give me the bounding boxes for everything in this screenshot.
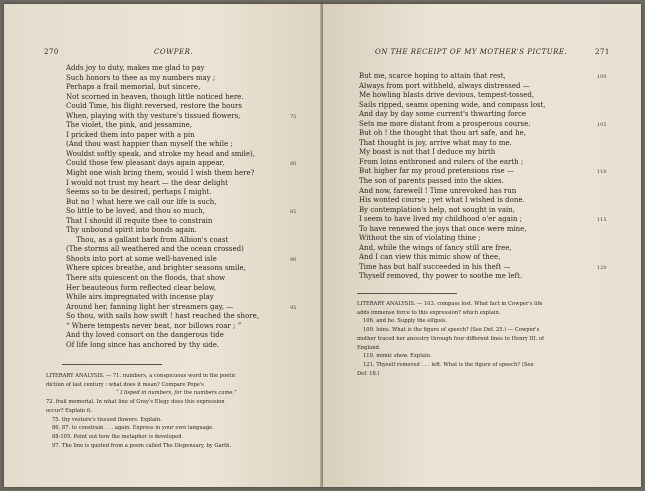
poem-line-text: Adds joy to duty, makes me glad to pay: [66, 64, 205, 72]
left-page: [4, 4, 322, 487]
poem-line: [359, 253, 619, 263]
poem-line-text: There sits quiescent on the floods, that show: [66, 274, 226, 283]
poem-line: [359, 196, 619, 206]
poem-line: [359, 110, 619, 120]
poem-line-text: That I should ill requite thee to constrain: [66, 216, 213, 225]
poem-line: [359, 120, 619, 130]
poem-line-text: Such honors to thee as my numbers may ;: [66, 73, 216, 82]
poem-line-text: I pricked them into paper with a pin: [66, 130, 195, 139]
poem-line-text: Thy unbound spirit into bonds again.: [66, 226, 198, 235]
poem-line-text: Her beauteous form reflected clear below,: [66, 283, 217, 292]
right-page: [323, 4, 641, 487]
poem-line: [359, 91, 619, 101]
note-line: mother traced her ancestry through four different lines to Henry III. of: [357, 335, 544, 342]
right-divider: [357, 293, 457, 294]
poem-line-text: Sails ripped, seams opening wide, and compass lost,: [359, 100, 546, 109]
line-number: 75: [290, 113, 297, 120]
line-number: 85: [290, 209, 297, 216]
note-line: 72. frail memorial. In what line of Gray's Elegy does this expression: [46, 399, 225, 406]
poem-line: [359, 82, 619, 92]
poem-line-text: Always from port withheld, always distressed —: [359, 81, 530, 90]
poem-line: [66, 150, 316, 160]
poem-line: [359, 139, 619, 149]
poem-line: [66, 112, 316, 122]
poem-line-text: But me, scarce hoping to attain that rest,: [359, 72, 506, 80]
poem-line: [359, 234, 619, 244]
poem-line-text: (And thou wast happier than myself the while ;: [66, 140, 233, 149]
right-running-title: ON THE RECEIPT OF MY MOTHER'S PICTURE.: [375, 48, 568, 56]
poem-line: [66, 312, 316, 322]
poem-line: [66, 207, 316, 217]
note-line: Def. 18.): [357, 370, 380, 377]
poem-line: [66, 331, 316, 341]
line-number: 100: [597, 74, 607, 80]
poem-line-text: Shoots into port at some well-havened isle: [66, 254, 217, 263]
note-line: 109. loins. What is the figure of speech? (See Def. 25.) — Cowper's: [363, 327, 540, 334]
poem-line: [359, 158, 619, 168]
poem-line-text: While airs impregnated with incense play: [66, 293, 214, 302]
note-line: “ I lisped in numbers, for the numbers came.”: [116, 390, 237, 397]
poem-line: [66, 236, 316, 246]
poem-line-text: By contemplation's help, not sought in vain,: [359, 205, 515, 214]
line-number: 105: [597, 121, 607, 128]
poem-line-text: And now, farewell ! Time unrevoked has run: [359, 186, 517, 195]
poem-line: [359, 272, 619, 282]
poem-line-text: And, while the wings of fancy still are free,: [359, 243, 512, 252]
poem-line-text: So little to be loved, and thou so much,: [66, 207, 206, 216]
poem-line: [66, 274, 316, 284]
poem-line: [359, 148, 619, 158]
right-page-number: 271: [595, 48, 610, 56]
note-line: 86, 87. to constrain . . . again. Express in your own language.: [52, 425, 214, 432]
poem-line-text: Without the sin of violating thine ;: [359, 234, 481, 243]
poem-line: [66, 284, 316, 294]
poem-line-text: Could Time, his flight reversed, restore the hours: [66, 102, 242, 111]
poem-line: [359, 215, 619, 225]
note-line: diction of last century : what does it mean? Compare Pope's: [46, 381, 204, 388]
poem-line-text: And thy loved consort on the dangerous tide: [66, 331, 224, 340]
poem-line-text: And day by day some current's thwarting force: [359, 110, 527, 119]
poem-line-text: Where spices breathe, and brighter seasons smile,: [66, 264, 246, 273]
poem-line: [66, 198, 316, 208]
note-line: 75. thy vesture's tissued flowers. Explain.: [52, 416, 162, 423]
line-number: 115: [597, 217, 607, 224]
note-line: 121. Thyself removed . . . left. What is the figure of speech? (See: [363, 361, 534, 368]
poem-line-text: But no ! what here we call our life is such,: [66, 197, 217, 206]
poem-line-text: (The storms all weathered and the ocean crossed): [66, 245, 244, 254]
poem-line: [66, 131, 316, 141]
poem-line: [66, 188, 316, 198]
poem-line: [66, 102, 316, 112]
poem-line: [66, 341, 316, 351]
left-notes: [46, 372, 316, 450]
poem-line: [359, 72, 619, 82]
note-line: LITERARY ANALYSIS. — 71. numbers, a conspicuous word in the poetic: [46, 373, 236, 379]
note-line: 106. and he. Supply the ellipsis.: [363, 318, 448, 325]
poem-line: [66, 121, 316, 131]
poem-line: [359, 167, 619, 177]
poem-line-text: Wouldst softly speak, and stroke my head and smile),: [66, 149, 256, 158]
poem-line-text: Sets me more distant from a prosperous course.: [359, 119, 531, 128]
poem-line-text: From loins enthroned and rulers of the earth ;: [359, 157, 524, 166]
poem-line-text: To have renewed the joys that once were mine,: [359, 224, 527, 233]
poem-line-text: I seem to have lived my childhood o'er again ;: [359, 215, 523, 224]
poem-line-text: Of life long since has anchored by thy side.: [66, 340, 220, 349]
poem-line-text: My boast is not that I deduce my birth: [359, 148, 496, 157]
poem-line-text: “ Where tempests never beat, nor billows roar ; ”: [66, 321, 242, 330]
line-number: 110: [597, 169, 607, 176]
poem-line-text: The son of parents passed into the skies.: [359, 177, 504, 186]
poem-line: [359, 187, 619, 197]
poem-line: [66, 83, 316, 93]
poem-line: [66, 255, 316, 265]
poem-line: [66, 322, 316, 332]
poem-line: [66, 169, 316, 179]
poem-line-text: But higher far my proud pretensions rise —: [359, 167, 514, 176]
poem-line: [66, 293, 316, 303]
line-number: 80: [290, 161, 297, 168]
line-number: 120: [597, 264, 607, 271]
note-line: occur? Explain it.: [46, 407, 93, 414]
poem-line: [66, 179, 316, 189]
right-notes: [357, 300, 627, 378]
poem-line-text: But oh ! the thought that thou art safe, and he,: [359, 129, 527, 138]
poem-line: [66, 226, 316, 236]
poem-line-text: Me howling blasts drive devious, tempest-tossed,: [359, 91, 535, 100]
poem-line-text: Thyself removed, thy power to soothe me left.: [359, 272, 523, 281]
poem-line-text: Perhaps a frail memorial, but sincere,: [66, 83, 201, 92]
poem-line: [66, 140, 316, 150]
poem-line: [359, 101, 619, 111]
poem-line-text: Around her, fanning light her streamers gay, —: [66, 302, 234, 311]
left-page-number: 270: [44, 48, 59, 56]
note-line: 119. mimic show. Explain.: [363, 353, 432, 360]
poem-line: [66, 74, 316, 84]
poem-line: [66, 245, 316, 255]
poem-line-text: I would not trust my heart — the dear delight: [66, 178, 228, 187]
poem-line: [359, 225, 619, 235]
poem-line: [66, 159, 316, 169]
poem-line: [359, 206, 619, 216]
poem-line-text: Seems so to be desired, perhaps I might.: [66, 188, 212, 197]
poem-line: [66, 217, 316, 227]
poem-line-text: Not scorned in heaven, though little noticed here.: [66, 92, 244, 101]
poem-line-text: That thought is joy, arrive what may to me.: [359, 138, 512, 147]
note-line: England.: [357, 344, 381, 351]
poem-line-text: Could those few pleasant days again appear,: [66, 159, 225, 168]
left-running-title: COWPER.: [154, 48, 194, 56]
note-line: LITERARY ANALYSIS. — 103. compass lost. What fact in Cowper's life: [357, 301, 543, 307]
poem-line: [359, 244, 619, 254]
poem-line-text: Thou, as a gallant bark from Albion's coast: [76, 235, 229, 244]
right-poem-lines: [359, 72, 619, 282]
poem-line: [66, 64, 316, 74]
poem-line-text: And I can view this mimic show of thee,: [359, 253, 501, 262]
poem-line-text: Might one wish bring them, would I wish them here?: [66, 169, 255, 178]
poem-line: [66, 303, 316, 313]
note-line: 88-105. Point out how the metaphor is developed.: [52, 433, 184, 440]
line-number: 95: [290, 304, 297, 311]
book-spread: [4, 4, 641, 487]
poem-line-text: The violet, the pink, and jessamine,: [66, 121, 193, 130]
poem-line: [66, 93, 316, 103]
poem-line: [359, 129, 619, 139]
left-divider: [62, 364, 162, 365]
poem-line-text: So thou, with sails how swift ! hast reached the shore,: [66, 312, 259, 321]
note-line: 97. The line is quoted from a poem called The Dispensary, by Garth.: [52, 442, 232, 449]
poem-line: [359, 263, 619, 273]
poem-line: [359, 177, 619, 187]
poem-line-text: When, playing with thy vesture's tissued flowers,: [66, 111, 241, 120]
left-poem-lines: [66, 64, 316, 350]
note-line: adds immense force to this expression? which explain.: [357, 309, 501, 316]
line-number: 90: [290, 256, 297, 263]
poem-line-text: Time has but half succeeded in his theft —: [359, 262, 511, 271]
poem-line-text: His wonted course ; yet what I wished is done.: [359, 196, 525, 205]
poem-line: [66, 264, 316, 274]
